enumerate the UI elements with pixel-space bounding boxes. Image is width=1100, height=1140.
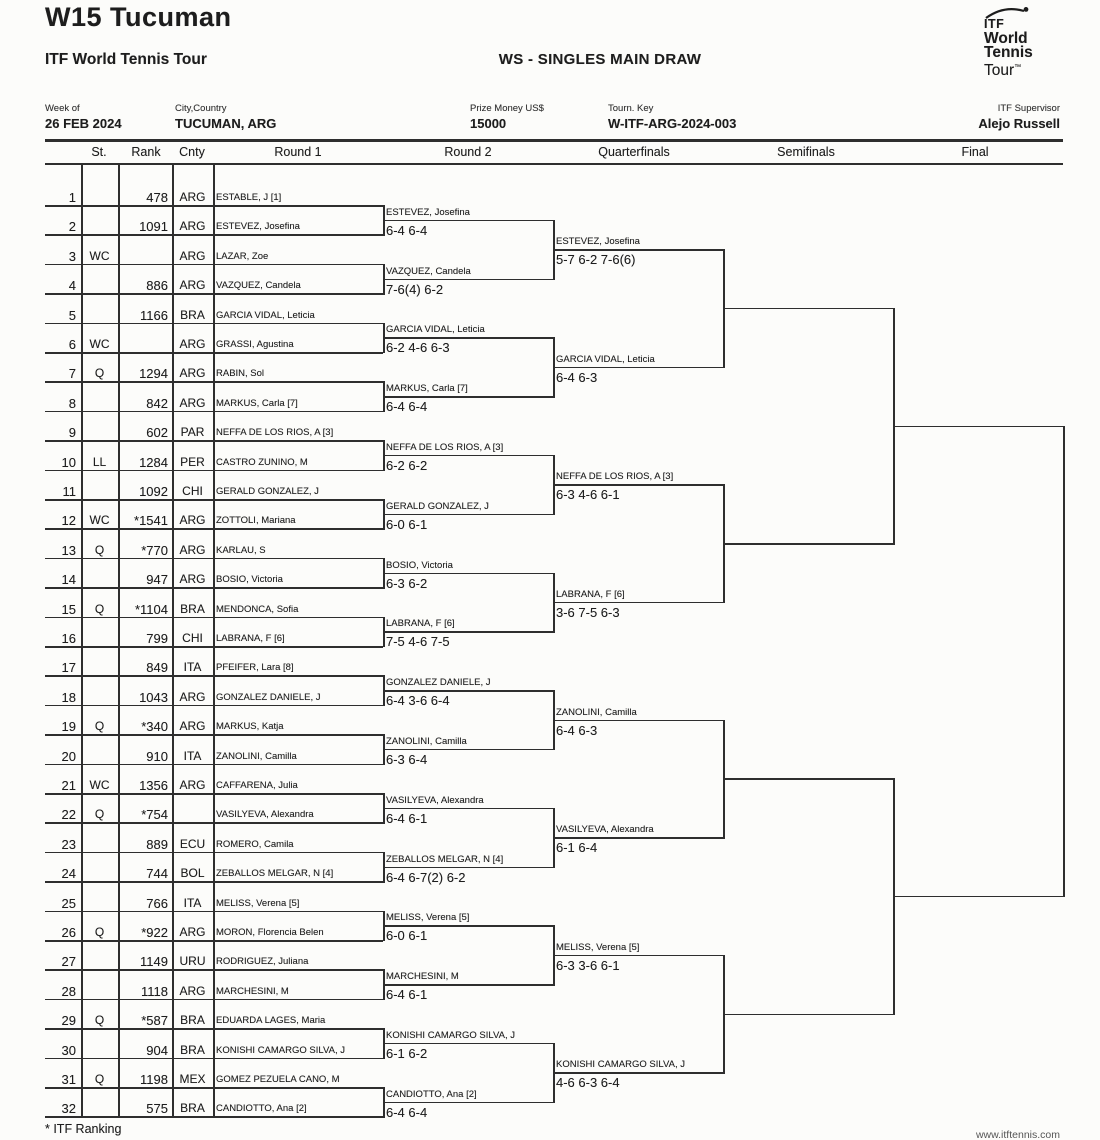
round2-winner-name: MELISS, Verena [5] [386,912,470,924]
country-code: ARG [179,248,206,263]
row-number: 22 [61,807,76,823]
rank-value: *922 [141,925,168,940]
row-number: 27 [61,954,76,970]
champion-connector [1063,426,1065,898]
player-name: GOMEZ PEZUELA CANO, M [216,1074,340,1085]
country-code: ARG [179,925,206,939]
row-line-26 [45,940,383,942]
round2-winner-score: 6-4 6-4 [386,399,428,415]
quarterfinal-winner-score: 4-6 6-3 6-4 [556,1075,620,1091]
quarterfinal-winner-line-8 [553,1072,723,1074]
player-name: RODRIGUEZ, Juliana [216,956,309,968]
rank-value: 575 [146,1101,168,1117]
rank-value: 1198 [140,1072,168,1087]
rank-value: 1166 [140,307,168,323]
player-name: CANDIOTTO, Ana [2] [216,1103,307,1115]
rank-value: *754 [141,807,168,823]
row-number: 31 [61,1072,76,1087]
row-line-25 [45,911,383,913]
row-line-15 [45,617,383,619]
round2-winner-name: MARCHESINI, M [386,971,459,983]
prize-money-label: Prize Money US$ [470,103,544,114]
page-title: W15 Tucuman [45,2,232,32]
player-name: ZOTTOLI, Mariana [216,515,296,527]
round2-winner-name: NEFFA DE LOS RIOS, A [3] [386,441,504,453]
round2-winner-score: 6-4 6-4 [386,222,428,238]
round2-winner-name: CANDIOTTO, Ana [2] [386,1088,477,1100]
rank-value: 886 [146,278,168,294]
row-line-28 [45,999,383,1001]
player-name: GERALD GONZALEZ, J [216,486,319,497]
supervisor-label: ITF Supervisor [997,103,1060,114]
status-badge: Q [94,601,105,616]
round2-winner-line-3 [383,337,553,339]
quarterfinal-winner-score: 5-7 6-2 7-6(6) [556,252,636,268]
status-badge: Q [94,719,105,734]
player-name: VASILYEVA, Alexandra [216,809,314,821]
round2-winner-score: 6-2 6-2 [386,457,428,473]
status-badge: WC [89,337,110,351]
row-number: 8 [68,395,76,411]
row-number: 6 [68,337,76,352]
rank-value: 1149 [140,954,168,970]
row-number: 10 [61,454,76,470]
player-name: CAFFARENA, Julia [216,780,298,791]
grid-vertical-3 [213,163,215,1118]
rank-value: 889 [146,836,168,852]
row-number: 24 [61,866,76,882]
country-code: ARG [179,983,206,998]
round2-winner-line-14 [383,984,553,986]
country-code: BRA [180,307,205,322]
player-name: CASTRO ZUNINO, M [216,456,308,468]
quarterfinal-winner-score: 6-3 4-6 6-1 [556,487,620,503]
prize-money-value: 15000 [470,116,507,131]
row-number: 26 [61,925,76,940]
country-code: ECU [179,836,206,851]
row-number: 19 [61,719,76,735]
round2-winner-line-16 [383,1102,553,1104]
row-line-3 [45,264,383,266]
row-line-5 [45,323,383,325]
row-line-22 [45,822,383,824]
player-name: BOSIO, Victoria [216,574,283,586]
rank-value: 1294 [139,366,168,382]
row-line-19 [45,734,383,736]
country-code: ITA [183,895,202,910]
round2-winner-line-13 [383,925,553,927]
round2-winner-score: 7-5 4-6 7-5 [386,634,450,650]
round2-winner-name: LABRANA, F [6] [386,618,455,630]
row-number: 25 [61,895,76,911]
round2-winner-line-10 [383,749,553,751]
row-line-2 [45,234,383,236]
player-name: MELISS, Verena [5] [216,897,300,909]
rank-value: 1043 [139,689,168,705]
semifinal-winner-line-4 [723,1014,893,1016]
row-number: 15 [61,601,76,617]
player-name: VAZQUEZ, Candela [216,280,301,292]
row-line-1 [45,205,383,207]
country-code: ARG [179,395,206,410]
player-name: GARCIA VIDAL, Leticia [216,309,315,321]
round2-winner-score: 6-0 6-1 [386,516,428,532]
status-badge: WC [89,513,110,528]
quarterfinal-winner-line-5 [553,720,723,722]
logo-world-text: World [984,29,1028,47]
country-code: BRA [180,1101,205,1116]
row-line-6 [45,352,383,354]
row-line-9 [45,440,383,442]
row-number: 18 [61,689,76,705]
status-badge: Q [94,807,105,822]
column-header-quarterfinals: Quarterfinals [598,145,670,159]
row-line-27 [45,969,383,971]
status-badge: Q [94,925,105,939]
status-badge: WC [89,248,110,263]
round2-winner-name: GONZALEZ DANIELE, J [386,677,491,689]
row-line-30 [45,1058,383,1060]
round2-winner-score: 6-4 3-6 6-4 [386,693,450,709]
country-code: BOL [180,866,205,881]
round2-winner-score: 6-0 6-1 [386,928,428,944]
row-line-18 [45,705,383,707]
itf-world-tennis-tour-logo [984,6,1074,78]
rank-value: 1091 [139,219,168,235]
website-url: www.itftennis.com [975,1129,1060,1140]
tourn-key-label: Tourn. Key [608,103,654,114]
row-line-24 [45,881,383,883]
player-name: MORON, Florencia Belen [216,927,324,938]
quarterfinal-winner-name: ZANOLINI, Camilla [556,706,637,718]
round2-winner-score: 6-4 6-1 [386,987,428,1003]
round2-winner-name: VASILYEVA, Alexandra [386,794,484,806]
column-header-rank: Rank [131,145,161,159]
round2-winner-score: 6-3 6-2 [386,575,428,591]
semifinal-winner-line-3 [723,778,893,780]
row-line-12 [45,528,383,530]
round2-winner-line-1 [383,220,553,222]
row-number: 29 [61,1013,76,1029]
country-code: ITA [183,748,202,763]
round2-winner-line-6 [383,514,553,516]
round2-winner-line-7 [383,573,553,575]
supervisor-value: Alejo Russell [978,116,1060,131]
logo-tennis-text: Tennis [984,44,1033,61]
round2-winner-score: 6-4 6-7(2) 6-2 [386,869,466,885]
quarterfinal-winner-score: 3-6 7-5 6-3 [556,604,620,620]
country-code: ARG [179,513,206,528]
quarterfinal-winner-name: NEFFA DE LOS RIOS, A [3] [556,471,674,483]
round2-winner-line-5 [383,455,553,457]
quarterfinal-winner-score: 6-1 6-4 [556,840,598,856]
row-number: 11 [62,484,76,499]
player-name: ROMERO, Camila [216,838,294,850]
country-code: ARG [179,689,206,704]
row-line-7 [45,381,383,383]
row-number: 12 [61,513,76,529]
rank-value: 904 [146,1042,168,1058]
rank-value: 849 [146,660,168,676]
country-code: ITA [183,660,202,675]
row-number: 5 [68,307,76,323]
row-number: 20 [61,748,76,764]
tour-name: ITF World Tennis Tour [45,51,207,68]
rank-value: *770 [141,542,168,558]
country-code: ARG [179,337,206,351]
rank-value: 744 [146,866,168,882]
player-name: MARKUS, Carla [7] [216,397,298,409]
row-number: 13 [61,542,76,558]
row-line-20 [45,764,383,766]
row-line-23 [45,852,383,854]
row-number: 32 [61,1101,76,1117]
quarterfinal-winner-line-3 [553,484,723,486]
rank-value: 602 [146,425,168,441]
status-badge: Q [94,542,105,557]
row-line-16 [45,646,383,648]
row-number: 30 [61,1042,76,1058]
round2-winner-name: KONISHI CAMARGO SILVA, J [386,1029,515,1041]
row-line-10 [45,470,383,472]
round2-winner-line-9 [383,690,553,692]
column-header-round-1: Round 1 [274,145,322,159]
row-number: 21 [61,778,76,793]
player-name: MENDONCA, Sofia [216,603,299,615]
status-badge: Q [94,1013,105,1028]
logo-itf-text: ITF [984,17,1005,31]
player-name: GONZALEZ DANIELE, J [216,691,321,703]
quarterfinal-winner-line-7 [553,955,723,957]
row-number: 17 [61,660,76,676]
rank-value: 1092 [139,484,168,499]
row-number: 1 [68,190,76,205]
row-line-17 [45,675,383,677]
rank-value: 947 [146,572,168,588]
country-code: ARG [179,219,206,234]
column-header-cnty: Cnty [179,145,205,159]
row-number: 4 [68,278,76,294]
country-code: ARG [179,572,206,587]
round2-winner-name: GERALD GONZALEZ, J [386,500,489,512]
player-name: GRASSI, Agustina [216,339,294,350]
country-code: MEX [179,1072,206,1086]
country-code: URU [179,954,206,969]
grid-vertical-0 [81,163,83,1118]
column-header-st-: St. [91,145,107,159]
round2-winner-line-15 [383,1043,553,1045]
quarterfinal-winner-name: MELISS, Verena [5] [556,941,640,953]
country-code: ARG [179,278,206,293]
round2-winner-score: 6-4 6-4 [386,1104,428,1120]
row-line-32 [45,1116,383,1118]
final-winner-line-1 [893,426,1063,428]
quarterfinal-winner-line-6 [553,837,723,839]
country-code: PER [180,454,205,469]
week-of-label: Week of [45,103,80,114]
country-code: BRA [180,601,205,616]
country-code: ARG [179,719,206,734]
row-number: 14 [61,572,76,588]
rank-value: *587 [141,1013,168,1029]
row-line-31 [45,1087,383,1089]
country-code: BRA [180,1042,205,1057]
round2-winner-name: ZANOLINI, Camilla [386,735,467,747]
player-name: KONISHI CAMARGO SILVA, J [216,1044,345,1056]
rank-value: 842 [146,395,168,411]
round2-winner-line-2 [383,279,553,281]
rank-value: *1104 [134,601,168,617]
row-number: 23 [61,836,76,852]
country-code: PAR [180,425,205,440]
rank-value: 1118 [141,983,168,999]
city-country-label: City,Country [175,103,227,114]
row-line-13 [45,558,383,560]
semifinal-winner-line-2 [723,543,893,545]
quarterfinal-winner-name: GARCIA VIDAL, Leticia [556,353,655,365]
player-name: MARKUS, Katja [216,721,284,733]
row-number: 28 [61,983,76,999]
country-code: BRA [180,1013,205,1028]
itf-ranking-note: * ITF Ranking [45,1122,122,1136]
round2-winner-score: 6-1 6-2 [386,1045,428,1061]
column-header-final: Final [961,145,989,159]
column-header-semifinals: Semifinals [777,145,835,159]
quarterfinal-winner-line-4 [553,602,723,604]
quarterfinal-winner-line-2 [553,367,723,369]
player-name: NEFFA DE LOS RIOS, A [3] [216,427,334,439]
country-code: CHI [182,484,203,498]
rank-value: 1356 [139,778,168,793]
status-badge: LL [92,454,107,469]
rank-value: 766 [146,895,168,911]
row-line-8 [45,411,383,413]
round2-winner-name: ZEBALLOS MELGAR, N [4] [386,853,504,865]
trademark-symbol: ™ [1014,63,1022,71]
rank-value: 478 [146,190,168,205]
round2-winner-name: GARCIA VIDAL, Leticia [386,324,485,336]
player-name: RABIN, Sol [216,368,265,380]
column-header-round-2: Round 2 [444,145,492,159]
tourn-key-value: W-ITF-ARG-2024-003 [608,116,737,131]
player-name: KARLAU, S [216,544,266,556]
row-line-14 [45,587,383,589]
rank-value: *340 [141,719,168,735]
row-number: 3 [68,248,76,264]
draw-title: WS - SINGLES MAIN DRAW [498,51,702,68]
player-name: LABRANA, F [6] [216,633,285,644]
row-line-29 [45,1028,383,1030]
round2-winner-line-12 [383,867,553,869]
row-number: 2 [68,219,76,235]
row-line-4 [45,293,383,295]
round2-winner-name: ESTEVEZ, Josefina [386,206,470,218]
quarterfinal-winner-name: LABRANA, F [6] [556,588,625,600]
quarterfinal-winner-name: KONISHI CAMARGO SILVA, J [556,1059,685,1071]
rank-value: 799 [146,631,168,646]
row-line-11 [45,499,383,501]
row-number: 9 [68,425,76,441]
player-name: ZEBALLOS MELGAR, N [4] [216,868,334,880]
player-name: EDUARDA LAGES, Maria [216,1015,326,1027]
quarterfinal-winner-score: 6-4 6-3 [556,722,598,738]
quarterfinal-winner-line-1 [553,249,723,251]
country-code: ARG [179,542,206,557]
city-country-value: TUCUMAN, ARG [175,116,277,131]
round2-winner-name: VAZQUEZ, Candela [386,265,471,277]
player-name: MARCHESINI, M [216,985,289,997]
rank-value: *1541 [134,513,168,529]
logo-tour-text: Tour™ [984,61,1022,79]
quarterfinal-winner-score: 6-3 3-6 6-1 [556,957,620,973]
final-winner-line-2 [893,896,1063,898]
player-name: ZANOLINI, Camilla [216,750,297,762]
quarterfinal-winner-name: VASILYEVA, Alexandra [556,824,654,836]
row-number: 16 [61,631,76,646]
round2-winner-line-4 [383,396,553,398]
player-name: LAZAR, Zoe [216,250,269,262]
country-code: ARG [179,366,206,381]
rank-value: 1284 [139,454,168,470]
player-name: PFEIFER, Lara [8] [216,662,294,674]
quarterfinal-winner-name: ESTEVEZ, Josefina [556,236,640,248]
round2-winner-score: 7-6(4) 6-2 [386,281,444,297]
player-name: ESTABLE, J [1] [216,192,282,203]
round2-winner-score: 6-2 4-6 6-3 [386,340,450,356]
status-badge: WC [89,778,110,792]
country-code: CHI [182,631,203,645]
semifinal-winner-line-1 [723,308,893,310]
country-code: ARG [179,190,206,204]
round2-winner-line-8 [383,631,553,633]
player-name: ESTEVEZ, Josefina [216,221,300,233]
quarterfinal-winner-score: 6-4 6-3 [556,369,598,385]
header-rule-top [45,139,1063,142]
round2-winner-score: 6-3 6-4 [386,751,428,767]
week-of-value: 26 FEB 2024 [45,116,122,131]
rank-value: 910 [146,748,168,764]
round2-winner-score: 6-4 6-1 [386,810,428,826]
row-number: 7 [68,366,76,382]
status-badge: Q [94,366,105,381]
round2-winner-line-11 [383,808,553,810]
country-code: ARG [179,778,206,792]
header-rule-bottom [45,163,1063,165]
row-line-21 [45,793,383,795]
round2-winner-name: MARKUS, Carla [7] [386,383,468,395]
status-badge: Q [94,1072,105,1086]
round2-winner-name: BOSIO, Victoria [386,559,453,571]
